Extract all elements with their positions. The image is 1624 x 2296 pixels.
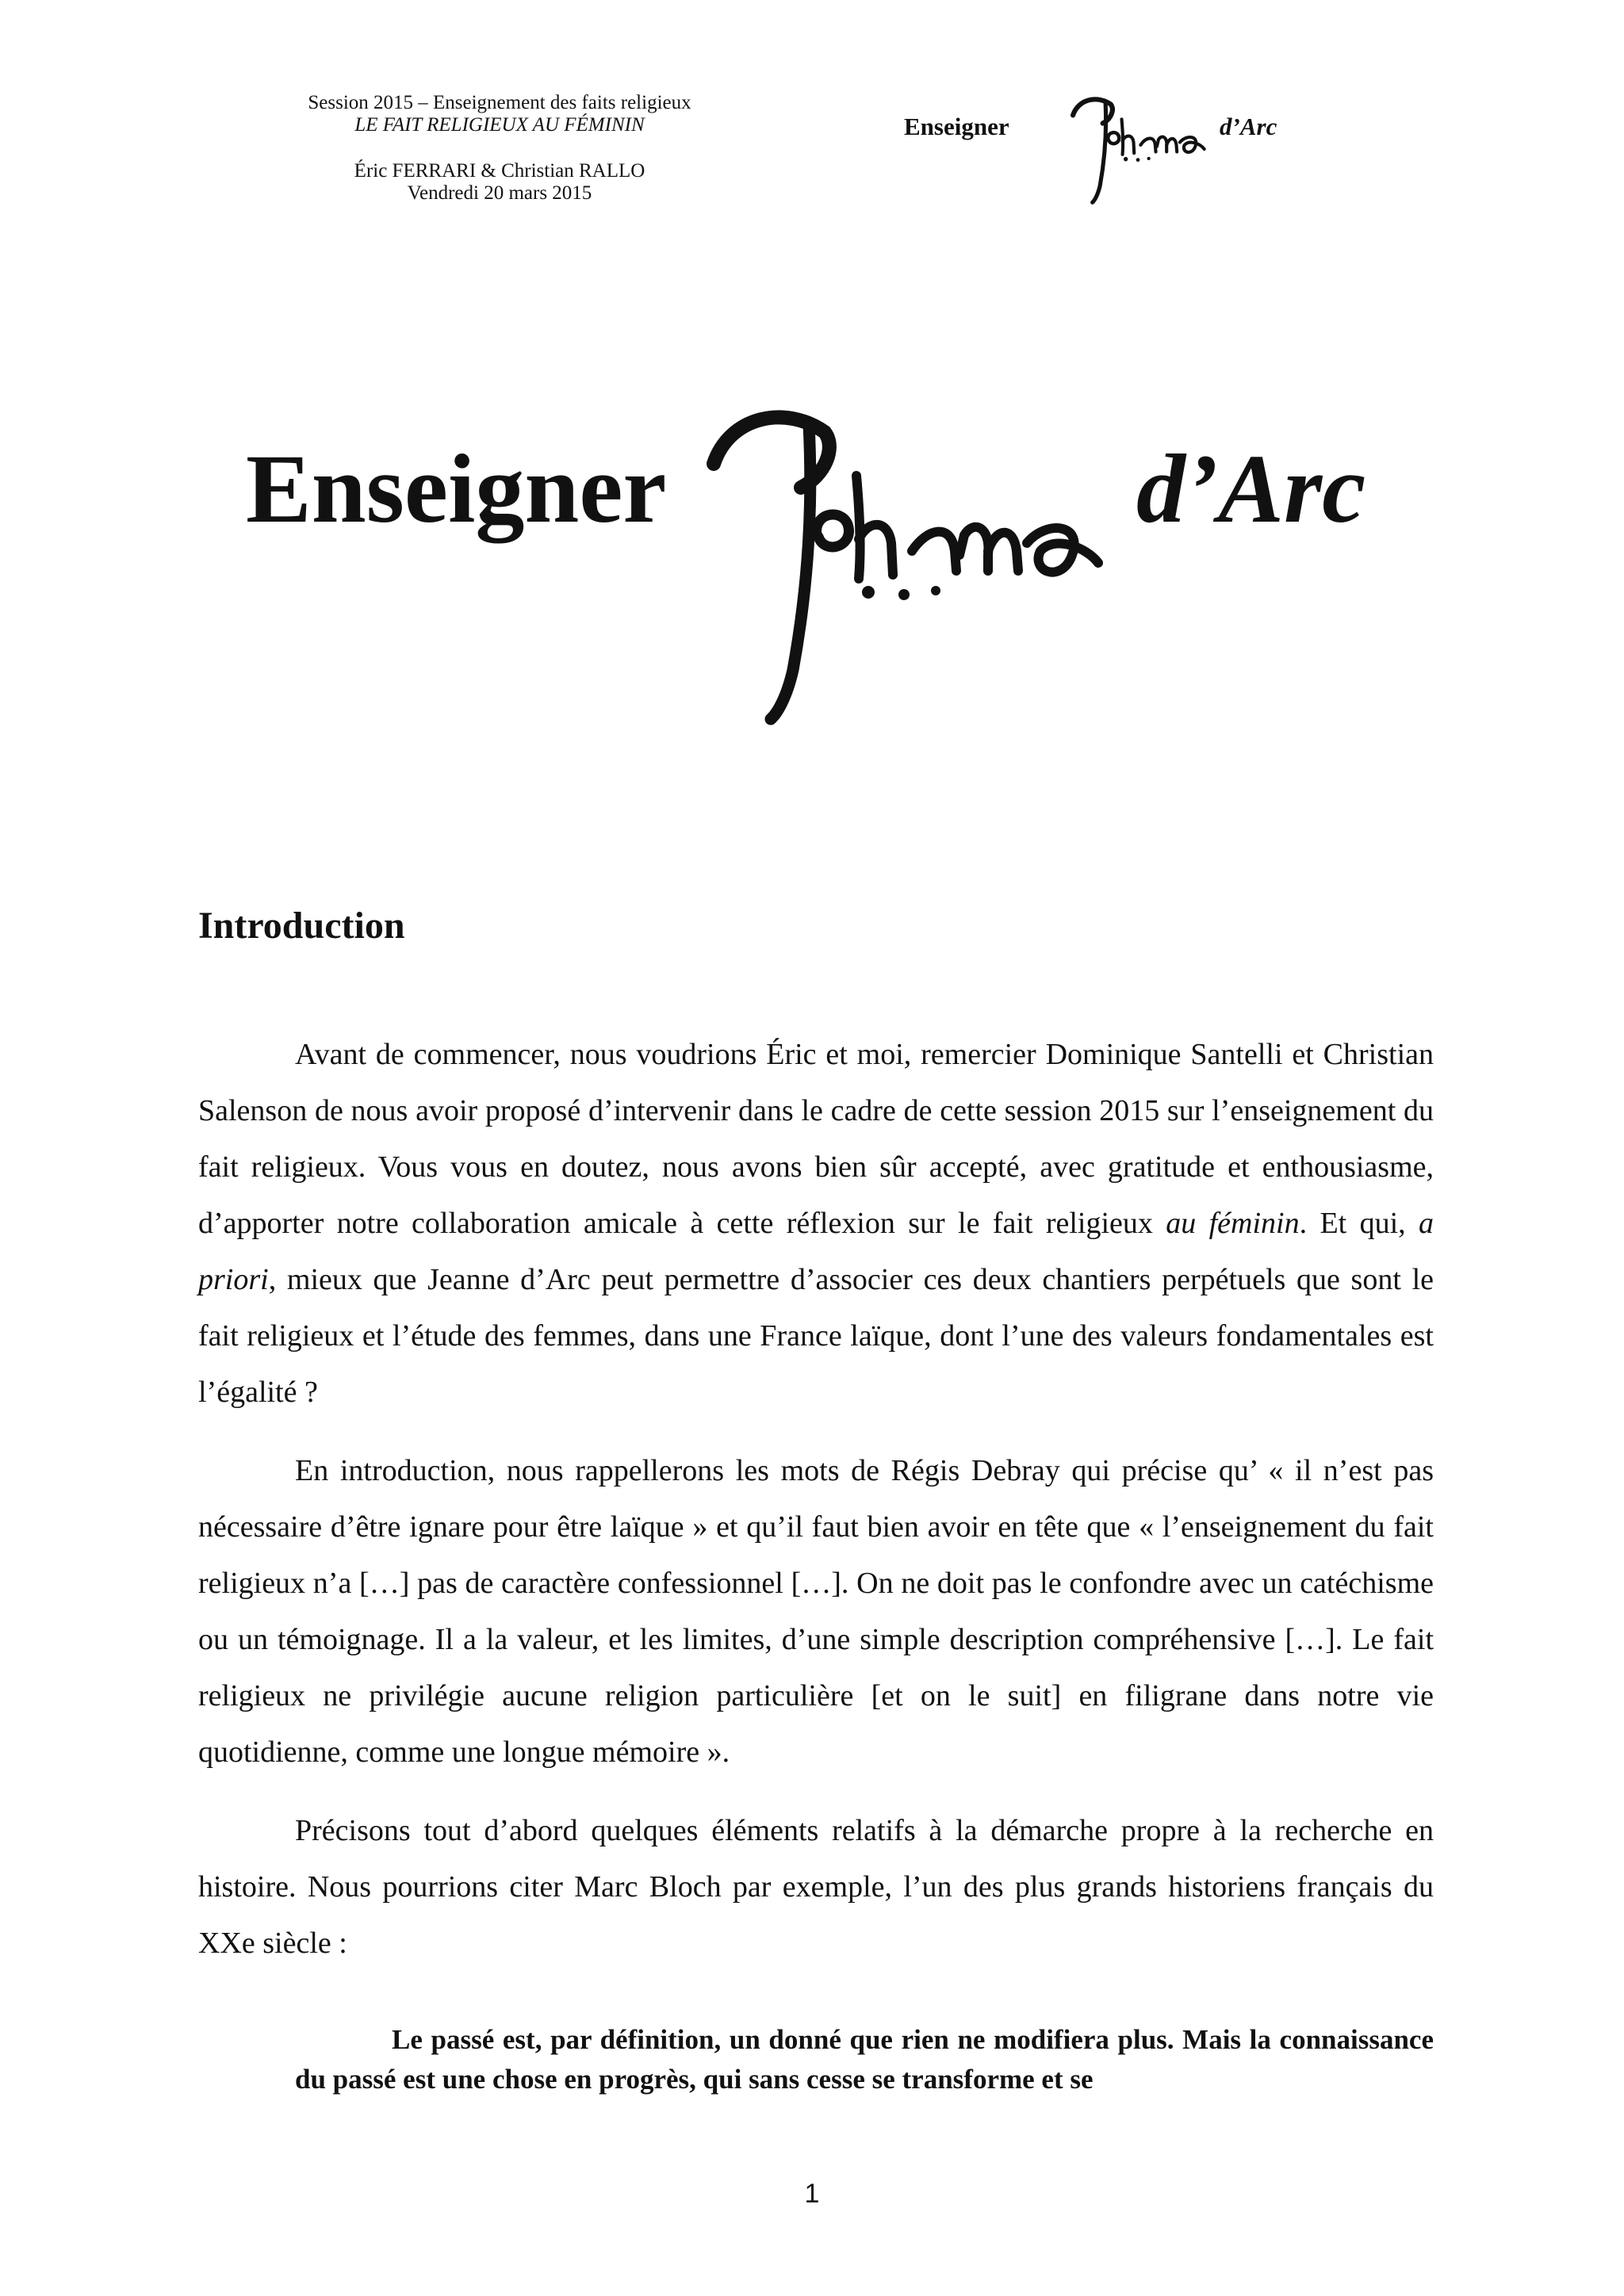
paragraph-3: Précisons tout d’abord quelques éléments relatifs à la démarche propre à la recherche en histoire. Nous pourrions citer Marc Bloch par exemple, l’un des plus grands historiens français du XXe siècle : xyxy=(198,1814,1434,1960)
main-title-prefix: Enseigner xyxy=(246,434,667,543)
page-number: 1 xyxy=(804,2179,820,2209)
paragraph-1-part-1: Avant de commencer, nous voudrions Éric et moi, remercier Dominique Santelli et Christian Salenson de nous avoir proposé d’intervenir dans le cadre de cette session 2015 sur l’enseignement du fait religieux. Vous vous en doutez, nous avons bien sûr accepté, avec gratitude et enthousiasme, d’apporter notre collaboration amicale à cette réflexion sur le fait religieux xyxy=(198,1038,1434,1240)
header-title-prefix: Enseigner xyxy=(904,113,1009,140)
header-title-suffix: d’Arc xyxy=(1220,113,1277,140)
jehanne-signature-icon xyxy=(698,400,1110,725)
session-line: Session 2015 – Enseignement des faits religieux xyxy=(308,92,691,113)
body-text xyxy=(198,1027,1434,1994)
block-quote: Le passé est, par définition, un donné que rien ne modifiera plus. Mais la connaissance du passé est une chose en progrès, qui sans cesse se transforme et se xyxy=(295,2024,1434,2095)
paragraph-1-emphasis-2: a priori xyxy=(198,1207,1434,1296)
jehanne-signature-small-icon xyxy=(1055,94,1221,205)
authors-line: Éric FERRARI & Christian RALLO xyxy=(354,160,645,182)
section-heading: Introduction xyxy=(198,905,405,947)
paragraph-1-part-3: , mieux que Jeanne d’Arc peut permettre d’associer ces deux chantiers perpétuels que sont le fait religieux et l’étude des femmes, dans une France laïque, dont l’une des valeurs fondamentales est l’égalité ? xyxy=(198,1263,1434,1409)
paragraph-1 xyxy=(198,1027,1434,1421)
paragraph-1-part-2: . Et qui, xyxy=(1299,1207,1419,1240)
paragraph-2: En introduction, nous rappellerons les mots de Régis Debray qui précise qu’ « il n’est pas nécessaire d’être ignare pour être laïque » et qu’il faut bien avoir en tête que « l’enseignement du fait religieux n’a […] pas de caractère confessionnel […]. On ne doit pas le confondre avec un catéchisme ou un témoignage. Il a la valeur, et les limites, d’une simple description compréhensive […]. Le fait religieux ne privilégie aucune religion particulière [et on le suit] en filigrane dans notre vie quotidienne, comme une longue mémoire ». xyxy=(198,1454,1434,1769)
header-info xyxy=(262,92,737,205)
date-line: Vendredi 20 mars 2015 xyxy=(407,182,592,204)
paragraph-1-emphasis-1: au féminin xyxy=(1166,1207,1300,1240)
session-theme: LE FAIT RELIGIEUX AU FÉMININ xyxy=(354,114,645,136)
main-title-suffix: d’Arc xyxy=(1136,434,1366,543)
